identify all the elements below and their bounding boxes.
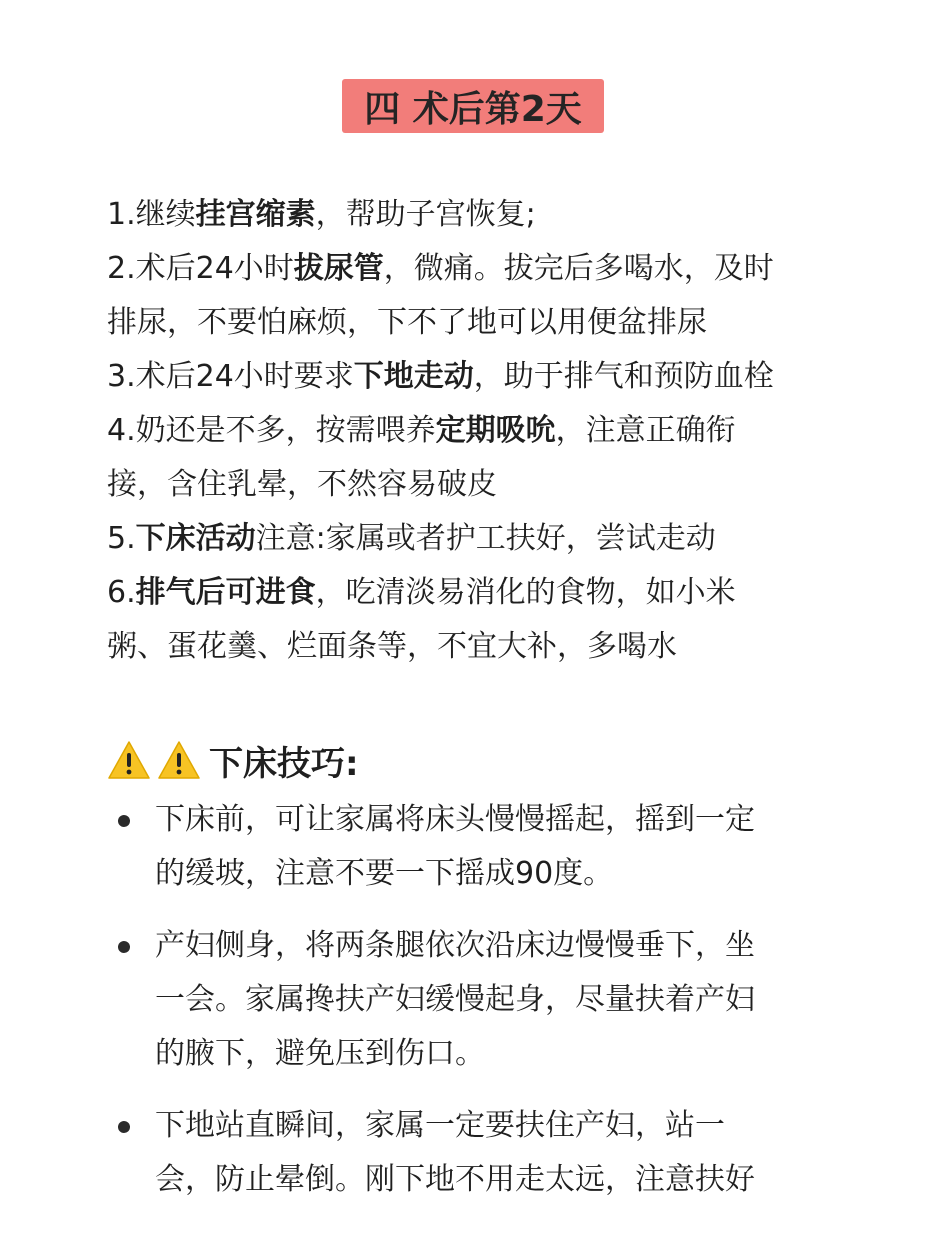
steps-list [107, 188, 842, 674]
step-6-highlight: 排气后可进食 [135, 575, 316, 610]
warning-icon [107, 739, 151, 781]
step-3 [107, 350, 842, 404]
bullet-dot-icon [118, 1121, 130, 1133]
step-4-post: ，注意正确衔 [555, 413, 736, 448]
step-2 [107, 242, 842, 296]
step-6-post: ，吃清淡易消化的食物，如小米 [315, 575, 736, 610]
step-4-highlight: 定期吸吮 [435, 413, 556, 448]
list-item-line: 下床前，可让家属将床头慢慢摇起，摇到一定 [155, 802, 755, 837]
page-title: 四 术后第2天 [364, 88, 582, 130]
list-item [107, 919, 842, 1081]
step-2-post: ，微痛。拔完后多喝水，及时 [383, 251, 774, 286]
step-1-pre: 1.继续 [107, 197, 196, 232]
title-badge [342, 79, 604, 133]
list-item-line: 的腋下，避免压到伤口。 [155, 1036, 485, 1071]
step-2-pre: 2.术后24小时 [107, 251, 294, 286]
step-6-continuation: 粥、蛋花羹、烂面条等，不宜大补，多喝水 [107, 629, 677, 664]
step-1 [107, 188, 842, 242]
list-item [107, 793, 842, 901]
step-2-continuation: 排尿，不要怕麻烦，下不了地可以用便盆排尿 [107, 305, 707, 340]
step-3-post: ，助于排气和预防血栓 [473, 359, 774, 394]
step-3-pre: 3.术后24小时要求 [107, 359, 354, 394]
tips-heading [107, 733, 359, 787]
step-4-continuation: 接，含住乳晕，不然容易破皮 [107, 467, 497, 502]
step-2-highlight: 拔尿管 [293, 251, 384, 286]
list-item [107, 1099, 842, 1207]
step-6 [107, 566, 842, 620]
bullet-dot-icon [118, 941, 130, 953]
list-item-line: 产妇侧身，将两条腿依次沿床边慢慢垂下，坐 [155, 928, 755, 963]
step-5-highlight: 下床活动 [135, 521, 256, 556]
list-item-line: 下地站直瞬间，家属一定要扶住产妇，站一 [155, 1108, 725, 1143]
step-6-pre: 6. [107, 575, 136, 610]
tips-title: 下床技巧: [209, 743, 359, 784]
list-item-line: 一会。家属搀扶产妇缓慢起身，尽量扶着产妇 [155, 982, 755, 1017]
step-5-post: 注意:家属或者护工扶好，尝试走动 [255, 521, 716, 556]
list-item-line: 会，防止晕倒。刚下地不用走太远，注意扶好 [155, 1162, 755, 1197]
step-3-highlight: 下地走动 [353, 359, 474, 394]
step-5-pre: 5. [107, 521, 136, 556]
list-item-line: 的缓坡，注意不要一下摇成90度。 [155, 856, 614, 891]
step-4 [107, 404, 842, 458]
step-4-pre: 4.奶还是不多，按需喂养 [107, 413, 436, 448]
tips-list [107, 793, 842, 1225]
step-1-post: ，帮助子宫恢复; [315, 197, 536, 232]
step-5 [107, 512, 842, 566]
bullet-dot-icon [118, 815, 130, 827]
warning-icon [157, 739, 201, 781]
step-1-highlight: 挂宫缩素 [195, 197, 316, 232]
